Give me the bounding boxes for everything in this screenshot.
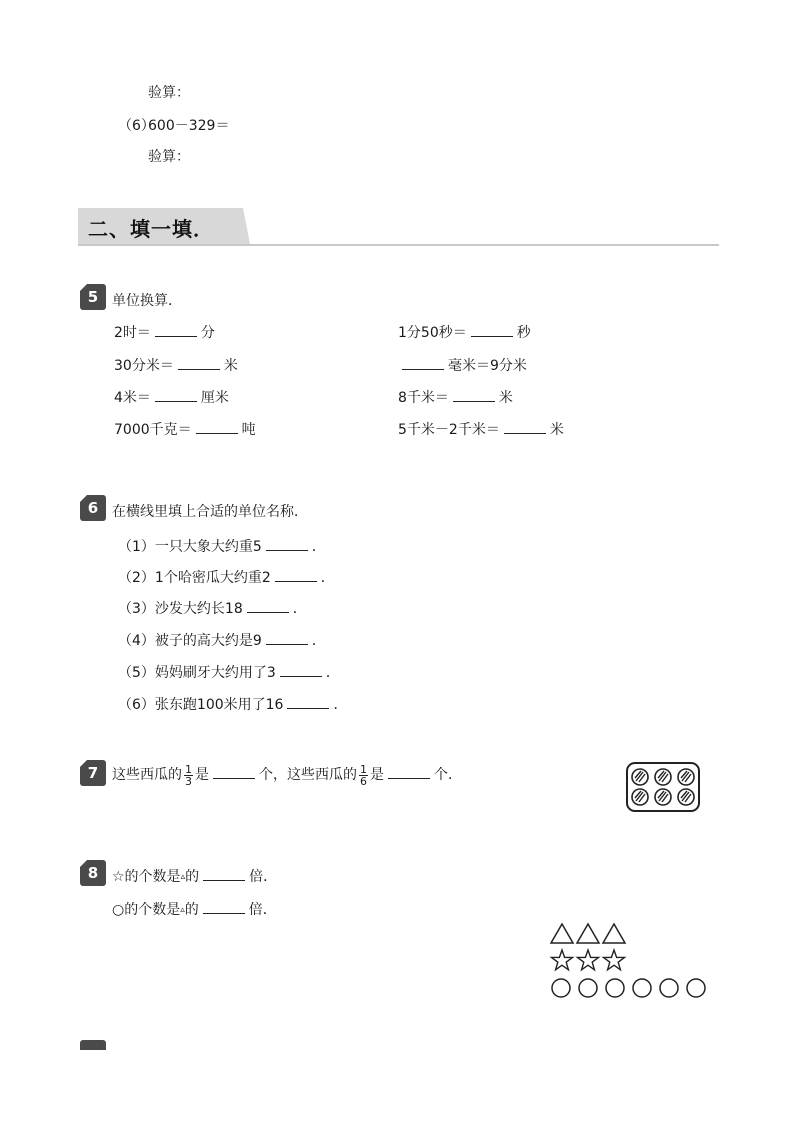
list-item bbox=[118, 662, 340, 682]
circle-icon bbox=[606, 979, 624, 997]
fraction-numerator: 1 bbox=[360, 762, 367, 776]
item-end: ． bbox=[333, 697, 348, 713]
conversion-row bbox=[398, 322, 531, 342]
conversion-unit: 吨 bbox=[241, 422, 256, 438]
item-label: （6） bbox=[118, 697, 155, 713]
check-label-1: 验算： bbox=[148, 85, 190, 101]
question-6-title: 在横线里填上合适的单位名称． bbox=[112, 504, 308, 520]
question-8-number: 8 bbox=[80, 860, 106, 886]
circle-icon bbox=[660, 979, 678, 997]
q7-text: 是 bbox=[195, 767, 209, 783]
triangle-icon bbox=[603, 924, 625, 943]
question-5-title: 单位换算． bbox=[112, 293, 182, 309]
q7-text: 这些西瓜的 bbox=[112, 767, 182, 783]
answer-blank[interactable] bbox=[266, 632, 308, 645]
watermelon-icon bbox=[678, 769, 694, 785]
conversion-text: 8千米＝ bbox=[398, 390, 449, 406]
list-item bbox=[118, 567, 335, 587]
q8-text: 的 bbox=[184, 902, 199, 918]
answer-blank[interactable] bbox=[196, 421, 238, 434]
item-text: 沙发大约长18 bbox=[154, 601, 243, 617]
item-text: 张东跑100米用了16 bbox=[154, 697, 284, 713]
answer-blank[interactable] bbox=[213, 766, 255, 779]
q7-text: 个，这些西瓜的 bbox=[259, 767, 357, 783]
question-7-number: 7 bbox=[80, 760, 106, 786]
answer-blank[interactable] bbox=[203, 868, 245, 881]
question-5-number: 5 bbox=[80, 284, 106, 310]
item-text: 一只大象大约重5 bbox=[154, 539, 262, 555]
conversion-unit: 米 bbox=[549, 422, 564, 438]
star-icon bbox=[604, 950, 625, 970]
item-end: ． bbox=[320, 570, 335, 586]
watermelon-box bbox=[626, 762, 700, 812]
item-end: ． bbox=[311, 633, 326, 649]
check-label-2: 验算： bbox=[148, 149, 190, 165]
watermelon-icon bbox=[655, 789, 671, 805]
conversion-unit: 秒 bbox=[516, 325, 531, 341]
q8-text: 倍． bbox=[249, 869, 278, 885]
small-triangle-icon: ▵ bbox=[180, 905, 185, 915]
small-triangle-icon: ▵ bbox=[180, 872, 186, 882]
fraction-denominator: 3 bbox=[185, 774, 192, 788]
answer-blank[interactable] bbox=[388, 766, 430, 779]
q8-text: ☆的个数是 bbox=[112, 869, 181, 885]
item-text: 妈妈刷牙大约用了3 bbox=[154, 665, 276, 681]
watermelon-icon bbox=[632, 789, 648, 805]
question-9-number-partial bbox=[80, 1040, 106, 1050]
section-underline bbox=[78, 244, 719, 246]
list-item bbox=[118, 598, 307, 618]
item-end: ． bbox=[325, 665, 340, 681]
star-row bbox=[552, 950, 625, 970]
answer-blank[interactable] bbox=[275, 569, 317, 582]
q8-text: 的 bbox=[185, 869, 200, 885]
conversion-text: 1分50秒＝ bbox=[398, 325, 467, 341]
conversion-unit: 米 bbox=[498, 390, 513, 406]
item-label: （4） bbox=[118, 633, 155, 649]
answer-blank[interactable] bbox=[266, 538, 308, 551]
watermelon-group bbox=[628, 764, 698, 810]
item-label: （2） bbox=[118, 570, 155, 586]
triangle-icon bbox=[551, 924, 573, 943]
star-icon bbox=[552, 950, 573, 970]
conversion-text: 30分米＝ bbox=[114, 358, 174, 374]
conversion-unit: 厘米 bbox=[200, 390, 229, 406]
answer-blank[interactable] bbox=[280, 664, 322, 677]
conversion-row bbox=[114, 355, 238, 375]
conversion-row bbox=[114, 419, 256, 439]
answer-blank[interactable] bbox=[504, 421, 546, 434]
question-6-number: 6 bbox=[80, 495, 106, 521]
shape-figure bbox=[546, 920, 716, 1002]
answer-blank[interactable] bbox=[402, 357, 444, 370]
conversion-row bbox=[114, 322, 215, 342]
answer-blank[interactable] bbox=[247, 600, 289, 613]
q8-text: ○的个数是 bbox=[112, 902, 181, 918]
watermelon-icon bbox=[632, 769, 648, 785]
fraction-denominator: 6 bbox=[360, 774, 367, 788]
answer-blank[interactable] bbox=[155, 324, 197, 337]
conversion-row bbox=[114, 387, 229, 407]
item-label: （3） bbox=[118, 601, 155, 617]
circle-icon bbox=[552, 979, 570, 997]
subquestion-6-expression: 600－329＝ bbox=[148, 118, 230, 134]
question-7-text bbox=[112, 760, 462, 790]
conversion-row bbox=[398, 387, 513, 407]
circle-icon bbox=[687, 979, 705, 997]
item-text: 1个哈密瓜大约重2 bbox=[154, 570, 271, 586]
conversion-text: 7000千克＝ bbox=[114, 422, 192, 438]
watermelon-icon bbox=[678, 789, 694, 805]
item-end: ． bbox=[311, 539, 326, 555]
item-label: （1） bbox=[118, 539, 155, 555]
question-8-line-2 bbox=[112, 899, 277, 919]
fraction-one-third bbox=[184, 764, 193, 787]
list-item bbox=[118, 536, 326, 556]
circle-icon bbox=[579, 979, 597, 997]
triangle-icon bbox=[577, 924, 599, 943]
watermelon-icon bbox=[655, 769, 671, 785]
item-label: （5） bbox=[118, 665, 155, 681]
circle-row bbox=[552, 979, 705, 997]
q7-text: 个． bbox=[434, 767, 462, 783]
fraction-numerator: 1 bbox=[185, 762, 192, 776]
answer-blank[interactable] bbox=[203, 901, 245, 914]
conversion-text: 2时＝ bbox=[114, 325, 151, 341]
conversion-row bbox=[398, 355, 527, 375]
answer-blank[interactable] bbox=[155, 389, 197, 402]
list-item bbox=[118, 630, 326, 650]
conversion-unit: 分 bbox=[200, 325, 215, 341]
circle-icon bbox=[633, 979, 651, 997]
answer-blank[interactable] bbox=[471, 324, 513, 337]
conversion-unit: 毫米＝9分米 bbox=[448, 358, 527, 374]
list-item bbox=[118, 694, 347, 714]
star-icon bbox=[578, 950, 599, 970]
answer-blank[interactable] bbox=[453, 389, 495, 402]
q7-text: 是 bbox=[370, 767, 384, 783]
fraction-one-sixth bbox=[359, 764, 368, 787]
q8-text: 倍． bbox=[248, 902, 277, 918]
answer-blank[interactable] bbox=[178, 357, 220, 370]
section-title: 二、填一填． bbox=[88, 217, 214, 241]
conversion-unit: 米 bbox=[223, 358, 238, 374]
answer-blank[interactable] bbox=[287, 696, 329, 709]
subquestion-6-label: （6） bbox=[118, 118, 155, 134]
conversion-text: 4米＝ bbox=[114, 390, 151, 406]
item-text: 被子的高大约是9 bbox=[154, 633, 262, 649]
conversion-row bbox=[398, 419, 564, 439]
item-end: ． bbox=[292, 601, 307, 617]
question-8-line-1 bbox=[112, 866, 277, 886]
conversion-text: 5千米－2千米＝ bbox=[398, 422, 500, 438]
triangle-row bbox=[551, 924, 625, 943]
section-header bbox=[78, 208, 719, 246]
